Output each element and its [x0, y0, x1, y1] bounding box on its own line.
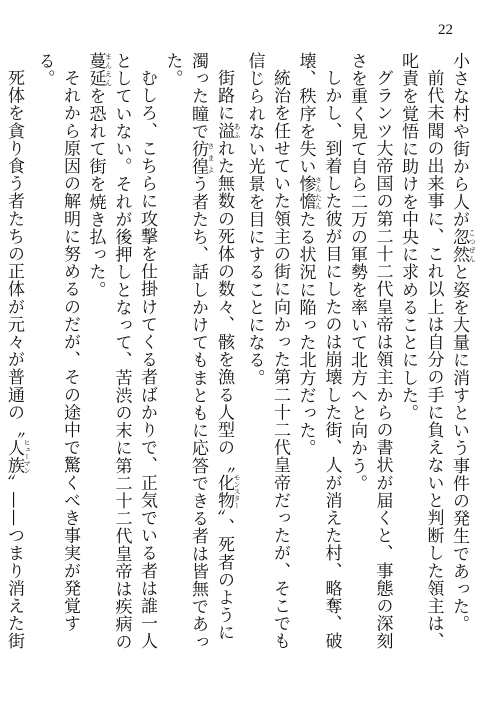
- ruby-annotated-word: [4, 438, 31, 474]
- text-run: 小さな村や街から人が: [449, 52, 469, 228]
- text-run: 〟——つまり消えた街: [4, 473, 24, 650]
- paragraph: [446, 52, 477, 652]
- paragraph: [0, 52, 31, 652]
- ruby-reading: ヒューマン: [23, 438, 31, 474]
- paragraph: [395, 52, 446, 652]
- text-run: しかし、到着した彼が目にしたのは崩壊した街、人が消えた村、略奪、破壊、秩序を失い: [295, 52, 342, 650]
- ruby-base: 蔓延: [85, 52, 106, 88]
- paragraph: [241, 52, 292, 652]
- ruby-annotated-word: [214, 473, 241, 510]
- text-run: 死体を貪り食う者たちの正体が元々が普通の〝: [4, 69, 24, 439]
- text-run: う者たち、話しかけてもまともに応答できる者は皆無であった。: [162, 52, 208, 651]
- ruby-reading: モンスター: [233, 473, 241, 510]
- text-run: グランツ大帝国の第二十二代皇帝は領主からの書状が届くと、事態の深刻さを重く見て自ら二万の軍勢を率いて北方へと向かう。: [347, 52, 393, 650]
- ruby-base: 溢: [214, 121, 234, 140]
- ruby-annotated-word: [449, 228, 476, 264]
- vertical-text-body: [4, 52, 476, 652]
- ruby-base: 彷徨: [188, 140, 208, 176]
- ruby-reading: あふ: [233, 121, 241, 140]
- text-run: それから原因の解明に努めるのだが、その途中で驚くべき事実が発覚する。: [34, 52, 80, 633]
- ruby-reading: まんえん: [104, 52, 113, 88]
- paragraph: [82, 52, 159, 652]
- paragraph: [31, 52, 82, 652]
- text-run: 前代未聞の出来事に、これ以上は自分の手に負えないと判断した領主は、叱責を覚悟に助けを中央に求めることにした。: [398, 52, 444, 650]
- ruby-annotated-word: [85, 52, 113, 88]
- ruby-reading: さんたん: [314, 175, 323, 211]
- paragraph: [292, 52, 344, 652]
- ruby-annotated-word: [188, 140, 215, 176]
- text-run: むしろ、こちらに攻撃を仕掛けてくる者ばかりで、正気でいる者は誰一人としていない。それが後押しとなって、苦渋の末に第二十二代皇帝は疾病の: [111, 52, 157, 651]
- ruby-base: 忽然: [449, 228, 469, 264]
- ruby-base: 化物: [214, 473, 234, 510]
- text-run: 街路に: [214, 69, 234, 122]
- text-run: れた無数の死体の数々、骸を漁る人型の〝: [214, 139, 234, 474]
- ruby-base: 惨憺: [295, 175, 316, 211]
- paragraph: [159, 52, 241, 652]
- ruby-reading: こつぜん: [468, 228, 476, 264]
- text-run: 統治を任せていた領主の街に向かった第二十二代皇帝だったが、そこでも信じられない光景を目にすることになる。: [244, 52, 290, 650]
- text-run: 〟、死者のように濁った瞳で: [188, 52, 234, 642]
- text-run: と姿を大量に消すという事件の発生であった。: [449, 263, 469, 633]
- ruby-reading: さまよ: [207, 140, 215, 176]
- ruby-base: 人族: [4, 438, 24, 474]
- paragraph: [344, 52, 395, 652]
- page-number: 22: [438, 22, 453, 38]
- text-run: たる状況に陥った北方だった。: [295, 210, 316, 457]
- text-run: を恐れて街を焼き払った。: [85, 87, 106, 299]
- ruby-annotated-word: [214, 121, 241, 140]
- ruby-annotated-word: [295, 175, 323, 211]
